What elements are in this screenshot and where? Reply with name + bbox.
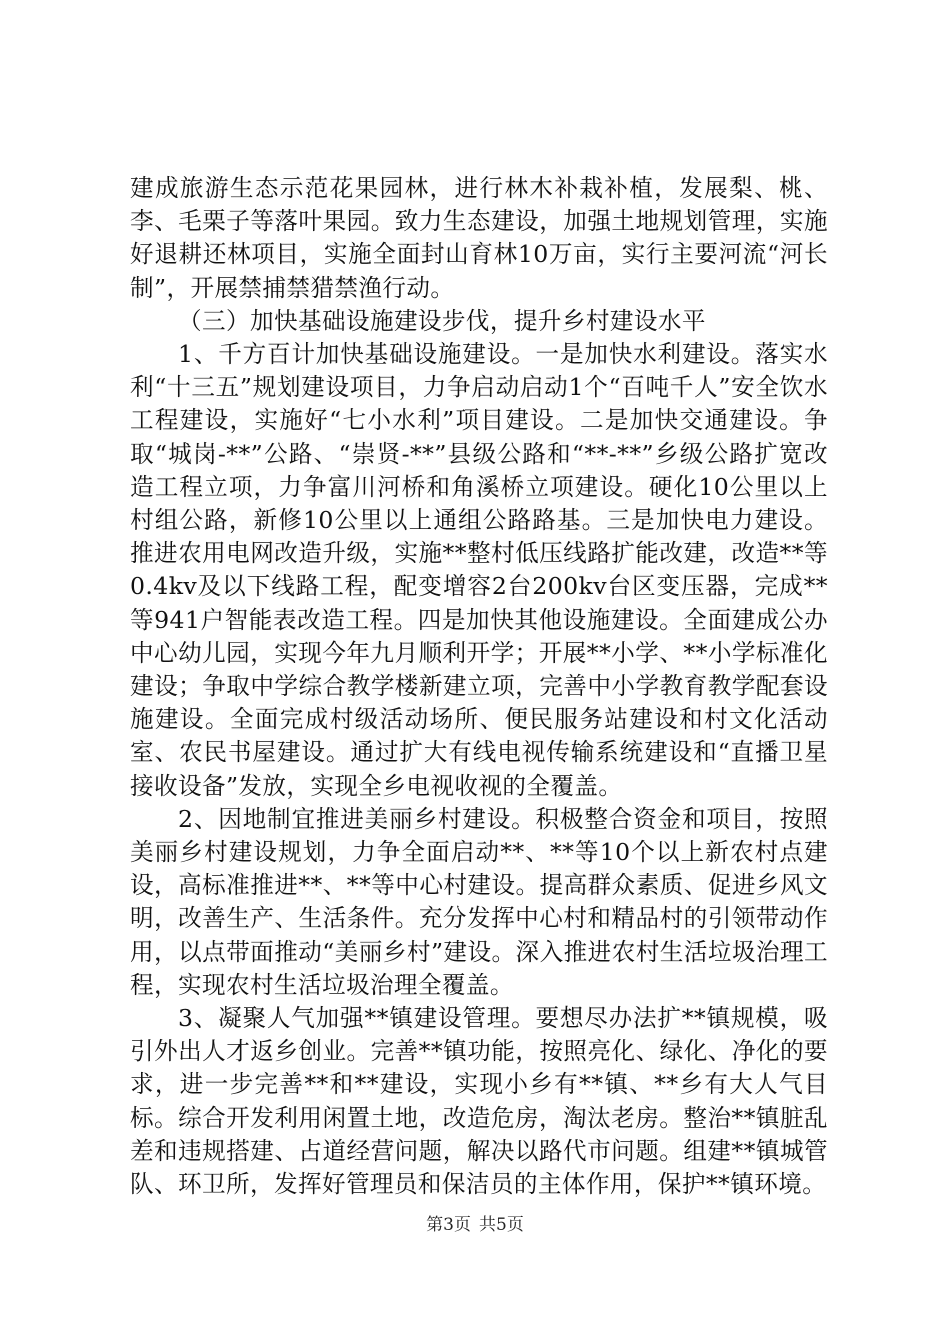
paragraph-continuation: 建成旅游生态示范花果园林，进行林木补栽补植，发展梨、桃、李、毛栗子等落叶果园。致力生态建设，加强土地规划管理，实施好退耕还林项目，实施全面封山育林10万亩，实行主要河流“河长制”，开展禁捕禁猎禁渔行动。 bbox=[130, 174, 828, 302]
page-footer bbox=[0, 1214, 950, 1236]
section-heading: （三）加快基础设施建设步伐，提升乡村建设水平 bbox=[178, 306, 706, 335]
page-number: 第3页 bbox=[426, 1215, 471, 1235]
page-total: 共5页 bbox=[479, 1215, 524, 1235]
paragraph-infrastructure: 1、千方百计加快基础设施建设。一是加快水利建设。落实水利“十三五”规划建设项目，力争启动启动1个“百吨千人”安全饮水工程建设，实施好“七小水利”项目建设。二是加快交通建设。争取“城岗-**”公路、“崇贤-**”县级公路和“**-**”乡级公路扩宽改造工程立项，力争富川河桥和角溪桥立项建设。硬化10公里以上村组公路，新修10公里以上通组公路路基。三是加快电力建设。推进农用电网改造升级，实施**整村低压线路扩能改建，改造**等0.4kv及以下线路工程，配变增容2台200kv台区变压器，完成**等941户智能表改造工程。四是加快其他设施建设。全面建成公办中心幼儿园，实现今年九月顺利开学；开展**小学、**小学标准化建设；争取中学综合教学楼新建立项，完善中小学教育教学配套设施建设。全面完成村级活动场所、便民服务站建设和村文化活动室、农民书屋建设。通过扩大有线电视传输系统建设和“直播卫星接收设备”发放，实现全乡电视收视的全覆盖。 bbox=[130, 340, 828, 800]
paragraph-town-management: 3、凝聚人气加强**镇建设管理。要想尽办法扩**镇规模，吸引外出人才返乡创业。完善**镇功能，按照亮化、绿化、净化的要求，进一步完善**和**建设，实现小乡有**镇、**乡有大人气目标。综合开发利用闲置土地，改造危房，淘汰老房。整治**镇脏乱差和违规搭建、占道经营问题，解决以路代市问题。组建**镇城管队、环卫所，发挥好管理员和保洁员的主体作用，保护**镇环境。 bbox=[130, 1004, 828, 1199]
document-body bbox=[130, 172, 828, 1201]
paragraph-beautiful-village: 2、因地制宜推进美丽乡村建设。积极整合资金和项目，按照美丽乡村建设规划，力争全面启动**、**等10个以上新农村点建设，高标准推进**、**等中心村建设。提高群众素质、促进乡风文明，改善生产、生活条件。充分发挥中心村和精品村的引领带动作用，以点带面推动“美丽乡村”建设。深入推进农村生活垃圾治理工程，实现农村生活垃圾治理全覆盖。 bbox=[130, 804, 828, 999]
